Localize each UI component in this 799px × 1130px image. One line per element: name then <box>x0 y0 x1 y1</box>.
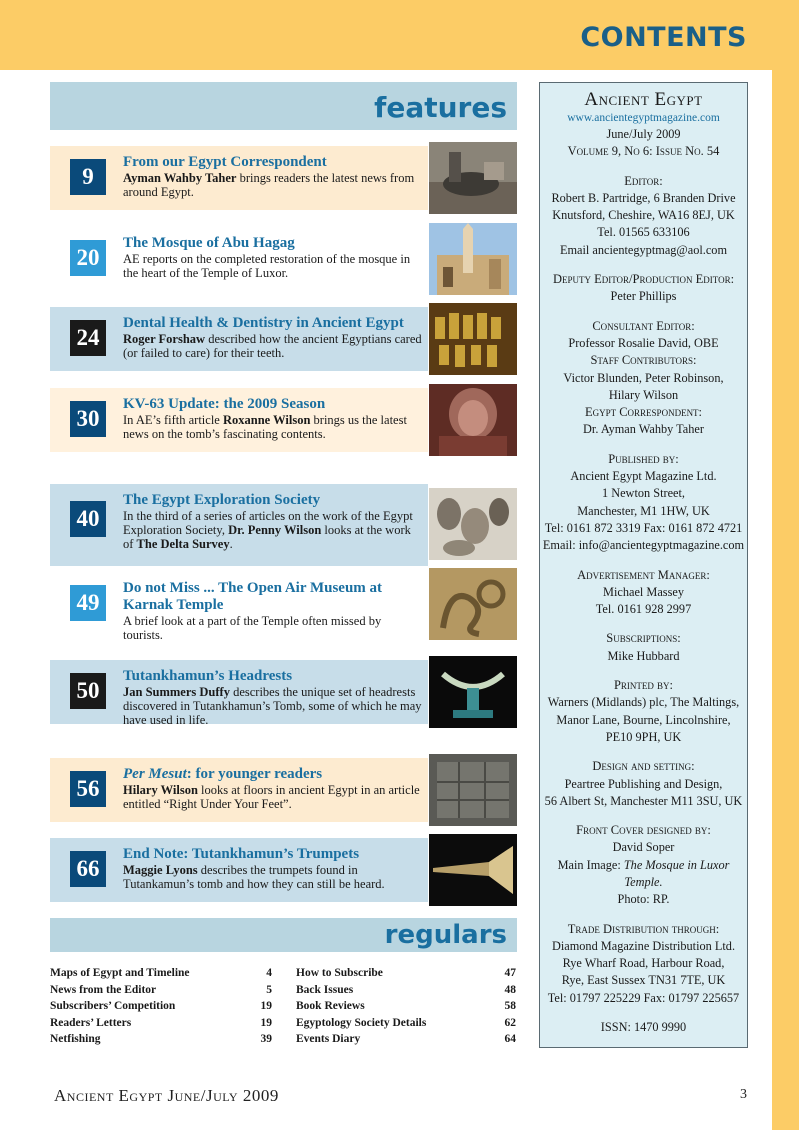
editor-line: Knutsford, Cheshire, WA16 8EJ, UK <box>552 208 735 223</box>
description-text: looks at the work of <box>123 523 411 551</box>
description-text: brings us the latest news on the tomb’s fascinating contents. <box>123 413 407 441</box>
article-page-number: 40 <box>70 501 106 537</box>
staff-heading: Staff Contributors: <box>590 353 697 368</box>
masthead-title: Ancient Egypt <box>584 89 703 110</box>
description-text: describes the trumpets found in Tutankamun’s tomb and how they can still be heard. <box>123 863 385 891</box>
printer-line: Manor Lane, Bourne, Lincolnshire, <box>556 712 731 727</box>
regular-item-page: 19 <box>260 1000 272 1013</box>
article-text <box>123 766 422 811</box>
author-name: Hilary Wilson <box>123 783 198 797</box>
main-image-label: Main Image: <box>557 857 624 872</box>
description-text: In the third of a series of articles on the work of the Egypt Exploration Society, <box>123 509 413 537</box>
feature-article <box>50 660 428 727</box>
article-description <box>123 614 422 642</box>
article-title-text: The Mosque of Abu Hagag <box>123 235 295 251</box>
regular-item-page: 48 <box>504 983 516 996</box>
printed-heading: Printed by: <box>613 678 674 693</box>
article-page-number: 24 <box>70 320 106 356</box>
editor-line: Tel. 01565 633106 <box>597 225 690 240</box>
volume-line: Volume 9, No 6: Issue No. 54 <box>567 144 720 159</box>
printer-line: PE10 9PH, UK <box>605 729 682 744</box>
regulars-heading: regulars <box>384 920 507 950</box>
regular-item-page: 39 <box>260 1033 272 1046</box>
deputy-editor-heading: Deputy Editor/Production Editor: <box>552 272 735 287</box>
author-name: Maggie Lyons <box>123 863 198 877</box>
page-number: 3 <box>740 1087 747 1102</box>
features-heading-bar <box>50 82 517 130</box>
article-title-text: The Egypt Exploration Society <box>123 492 321 508</box>
issue-date: June/July 2009 <box>606 127 681 141</box>
regular-item-page: 58 <box>504 1000 516 1013</box>
regular-item-name: Maps of Egypt and Timeline <box>50 967 190 979</box>
article-page-number: 20 <box>70 240 106 276</box>
regular-item-name: Events Diary <box>296 1033 361 1046</box>
trade-line: Tel: 01797 225229 Fax: 01797 225657 <box>547 990 740 1005</box>
staff-line: Victor Blunden, Peter Robinson, <box>563 370 724 385</box>
features-heading: features <box>374 91 507 124</box>
feature-article <box>50 146 428 210</box>
footer-magazine: Ancient Egypt June/July 2009 <box>54 1086 279 1105</box>
design-line: Peartree Publishing and Design, <box>564 776 723 791</box>
article-title <box>123 580 422 614</box>
regular-item <box>50 998 272 1015</box>
regular-item <box>50 982 272 999</box>
regular-item <box>50 965 272 982</box>
article-title <box>123 235 422 252</box>
trumpet-photo <box>429 834 517 906</box>
article-page-number: 50 <box>70 673 106 709</box>
article-title <box>123 154 422 171</box>
publisher-line: Manchester, M1 1HW, UK <box>577 503 710 518</box>
author-name: Roger Forshaw <box>123 332 206 346</box>
regular-item <box>50 1015 272 1032</box>
cover-designer: David Soper <box>612 840 675 855</box>
article-title-text: Do not Miss ... The Open Air Museum at Karnak Temple <box>123 580 383 613</box>
feature-article <box>50 572 428 642</box>
headrest-photo <box>429 656 517 728</box>
article-description <box>123 509 422 551</box>
publisher-line: 1 Newton Street, <box>602 486 685 501</box>
article-title-text: Tutankhamun’s Headrests <box>123 668 293 684</box>
author-name: Ayman Wahby Taher <box>123 171 237 185</box>
description-emphasis: The Delta Survey <box>136 537 230 551</box>
floor-tile-photo <box>429 754 517 826</box>
regulars-left-column <box>50 965 272 1048</box>
regular-item <box>296 998 516 1015</box>
article-page-number: 30 <box>70 401 106 437</box>
article-text <box>123 492 422 551</box>
regular-item-name: How to Subscribe <box>296 967 383 979</box>
masthead-sidebar <box>539 82 748 1048</box>
regular-item-page: 4 <box>266 967 272 979</box>
article-description <box>123 252 422 280</box>
teeth-photo <box>429 303 517 375</box>
design-heading: Design and setting: <box>592 759 695 774</box>
description-text: looks at floors in ancient Egypt in an article entitled “Right Under Your Feet”. <box>123 783 420 811</box>
description-text: describes the unique set of headrests discovered in Tutankhamun’s Tomb, some of which he may have used in life. <box>123 685 422 727</box>
feature-article <box>50 388 428 452</box>
printer-line: Warners (Midlands) plc, The Maltings, <box>547 695 740 710</box>
article-title <box>123 766 422 783</box>
coffin-face-photo <box>429 384 517 456</box>
editor-email: Email ancientegyptmag@aol.com <box>559 242 728 257</box>
article-text <box>123 154 422 199</box>
author-name: Jan Summers Duffy <box>123 685 230 699</box>
description-text: A brief look at a part of the Temple often missed by tourists. <box>123 614 382 642</box>
article-description <box>123 332 422 360</box>
article-title-text: End Note: Tutankhamun’s Trumpets <box>123 846 360 862</box>
article-page-number: 49 <box>70 585 106 621</box>
publisher-email: Email: info@ancientegyptmagazine.com <box>542 538 745 553</box>
subscriptions-heading: Subscriptions: <box>606 631 681 646</box>
article-title-italic: Per Mesut <box>123 766 187 782</box>
regular-item-name: Subscribers’ Competition <box>50 1000 176 1013</box>
regular-item <box>296 1031 516 1048</box>
article-title <box>123 846 422 863</box>
feature-article <box>50 838 428 902</box>
article-title-text: Dental Health & Dentistry in Ancient Egypt <box>123 315 404 331</box>
cover-heading: Front Cover designed by: <box>576 823 711 838</box>
trade-heading: Trade Distribution through: <box>567 921 720 936</box>
regulars-right-column <box>296 965 516 1048</box>
page-title: CONTENTS <box>580 22 747 53</box>
deputy-editor: Peter Phillips <box>610 289 677 304</box>
correspondent-heading: Egypt Correspondent: <box>584 405 703 420</box>
right-strip <box>772 70 799 1130</box>
article-text <box>123 315 422 360</box>
main-image-line <box>540 857 747 892</box>
advert-line: Michael Massey <box>603 584 684 599</box>
regulars-heading-bar <box>50 918 517 952</box>
cobra-relief-photo <box>429 568 517 640</box>
publisher-line: Ancient Egypt Magazine Ltd. <box>570 469 717 484</box>
regular-item-name: News from the Editor <box>50 983 157 996</box>
article-description <box>123 783 422 811</box>
issn: ISSN: 1470 9990 <box>600 1020 687 1035</box>
editor-heading: Editor: <box>624 173 663 188</box>
regular-item-page: 5 <box>266 983 272 996</box>
regular-item-page: 19 <box>260 1016 272 1029</box>
design-line: 56 Albert St, Manchester M11 3SU, UK <box>544 793 743 808</box>
pottery-photo <box>429 488 517 560</box>
ruin-photo <box>429 142 517 214</box>
correspondent: Dr. Ayman Wahby Taher <box>583 422 704 437</box>
photo-credit: Photo: RP. <box>617 892 670 907</box>
feature-article <box>50 484 428 566</box>
regular-item <box>50 1031 272 1048</box>
article-description <box>123 685 422 727</box>
regular-item <box>296 982 516 999</box>
publisher-line: Tel: 0161 872 3319 Fax: 0161 872 4721 <box>544 520 743 535</box>
regular-item <box>296 965 516 982</box>
article-title <box>123 668 422 685</box>
description-text: brings readers the latest news from around Egypt. <box>123 171 415 199</box>
article-title-text: KV-63 Update: the 2009 Season <box>123 396 326 412</box>
author-name: Roxanne Wilson <box>222 413 311 427</box>
consultant-editor: Professor Rosalie David, OBE <box>568 335 719 350</box>
article-title <box>123 492 422 509</box>
trade-line: Rye, East Sussex TN31 7TE, UK <box>561 973 726 988</box>
description-text: In AE’s fifth article <box>123 413 223 427</box>
article-title-text: From our Egypt Correspondent <box>123 154 327 170</box>
article-page-number: 56 <box>70 771 106 807</box>
regular-item-page: 62 <box>504 1016 516 1029</box>
description-text: AE reports on the completed restoration of the mosque in the heart of the Temple of Luxor. <box>123 252 411 280</box>
mosque-photo <box>429 223 517 295</box>
trade-line: Diamond Magazine Distribution Ltd. <box>551 938 736 953</box>
regular-item-name: Egyptology Society Details <box>296 1016 427 1029</box>
article-text <box>123 580 422 642</box>
regular-item-page: 64 <box>504 1033 516 1046</box>
description-text: described how the ancient Egyptians cared (or failed to care) for their teeth. <box>123 332 422 360</box>
article-page-number: 9 <box>70 159 106 195</box>
article-text <box>123 668 422 727</box>
regular-item-name: Back Issues <box>296 983 354 996</box>
feature-article <box>50 307 428 371</box>
article-page-number: 66 <box>70 851 106 887</box>
regular-item-name: Readers’ Letters <box>50 1016 132 1029</box>
subscriptions: Mike Hubbard <box>607 648 680 663</box>
regular-item-name: Netfishing <box>50 1033 101 1046</box>
regular-item-name: Book Reviews <box>296 1000 365 1013</box>
article-title-text: : for younger readers <box>186 766 323 782</box>
description-text: . <box>229 537 233 551</box>
regular-item-page: 47 <box>504 967 516 979</box>
trade-line: Rye Wharf Road, Harbour Road, <box>562 956 725 971</box>
article-title <box>123 315 422 332</box>
advert-heading: Advertisement Manager: <box>577 567 710 582</box>
regular-item <box>296 1015 516 1032</box>
staff-line: Hilary Wilson <box>608 387 679 402</box>
consultant-editor-heading: Consultant Editor: <box>592 318 695 333</box>
article-description <box>123 171 422 199</box>
published-heading: Published by: <box>608 451 679 466</box>
editor-line: Robert B. Partridge, 6 Branden Drive <box>551 190 736 205</box>
article-description <box>123 413 422 441</box>
article-text <box>123 396 422 441</box>
feature-article <box>50 227 428 291</box>
article-title <box>123 396 422 413</box>
website-link[interactable]: www.ancientegyptmagazine.com <box>567 112 720 124</box>
article-text <box>123 235 422 280</box>
article-text <box>123 846 422 891</box>
main-image-title: The Mosque in Luxor Temple. <box>623 857 730 889</box>
author-name: Dr. Penny Wilson <box>228 523 322 537</box>
feature-article <box>50 758 428 822</box>
article-description <box>123 863 422 891</box>
advert-line: Tel. 0161 928 2997 <box>595 602 692 617</box>
